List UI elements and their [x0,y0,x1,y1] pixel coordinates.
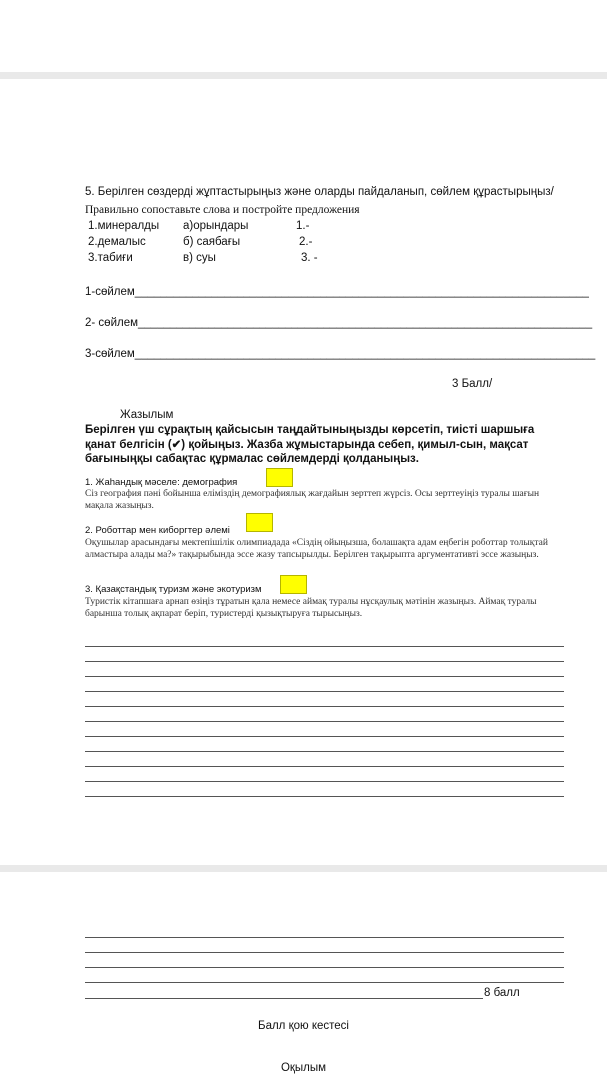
writing-line[interactable] [85,691,564,692]
writing-line[interactable] [85,661,564,662]
writing-line[interactable] [85,646,564,647]
sentence-line-2: 2- сөйлем_______________________________________________________________________ [85,317,593,329]
topic-3-heading: 3. Қазақстандық туризм және экотуризм [85,584,262,595]
page-separator-top [0,72,607,79]
match-left-3: 3.табиғи [88,252,133,264]
reading-title: Оқылым [280,1062,327,1074]
writing-line[interactable] [85,998,483,999]
writing-line[interactable] [85,766,564,767]
writing-line[interactable] [85,937,564,938]
writing-line[interactable] [85,781,564,782]
writing-line[interactable] [85,721,564,722]
match-mid-1: а)орындары [183,220,249,232]
match-left-1: 1.минералды [88,220,160,232]
writing-line[interactable] [85,736,564,737]
writing-instruction: Берілген үш сұрақтың қайсысын таңдайтыныңызды көрсетіп, тиісті шаршыға қанат белгісін (✔) қойыңыз. Жазба жұмыстарында себеп, қимыл-сын, мақсат бағыныңқы сабақтас құрмалас сөйлемдерді қолданыңыз. [85,424,535,465]
topic-3-description: Туристік кітапшаға арнап өзіңіз тұратын қала немесе аймақ туралы нұсқаулық мәтінін жазыңыз. Аймақ туралы барынша толық ақпарат беріп, туристерді қызықтыруға тырысыңыз. [85,597,537,619]
task5-score: 3 Балл/ [452,378,493,390]
topic-3-checkbox[interactable] [280,575,307,594]
writing-line[interactable] [85,676,564,677]
task5-title: 5. Берілген сөздерді жұптастырыңыз және оларды пайдаланып, сөйлем құрастырыңыз/ [85,186,554,198]
writing-line[interactable] [85,706,564,707]
match-mid-2: б) саябағы [183,236,241,248]
writing-title: Жазылым [120,409,174,421]
topic-1-heading: 1. Жаһандық мәселе: демография [85,477,238,488]
grading-table-title: Балл қою кестесі [258,1020,349,1032]
writing-line[interactable] [85,982,564,983]
task5-subtitle: Правильно сопоставьте слова и постройте предложения [85,204,360,216]
writing-line[interactable] [85,967,564,968]
writing-line[interactable] [85,952,564,953]
topic-2-heading: 2. Роботтар мен киборгтер әлемі [85,525,230,536]
sentence-line-3: 3-сөйлем________________________________________________________________________ [85,348,596,360]
match-right-1: 1.- [296,220,310,232]
match-left-2: 2.демалыс [88,236,146,248]
topic-1-checkbox[interactable] [266,468,293,487]
writing-score: 8 балл [484,987,520,999]
match-right-2: 2.- [299,236,313,248]
match-right-3: 3. - [301,252,318,264]
writing-line[interactable] [85,796,564,797]
writing-line[interactable] [85,751,564,752]
topic-2-checkbox[interactable] [246,513,273,532]
match-mid-3: в) суы [183,252,216,264]
page-separator-bottom [0,865,607,872]
topic-1-description: Сіз география пәні бойынша еліміздің демографиялық жағдайын зерттеп жүрсіз. Осы зерттеуіңіз туралы шағын мақала жазыңыз. [85,489,540,511]
sentence-line-1: 1-сөйлем_______________________________________________________________________ [85,286,589,298]
topic-2-description: Оқушылар арасындағы мектепішілік олимпиадада «Сіздің ойыңызша, болашақта адам еңбегін роботтар толықтай алмастыра алады ма?» тақырыбында эссе жазу тапсырылды. Берілген тақырыпта аргументативті эссе жазыңыз. [85,538,548,560]
